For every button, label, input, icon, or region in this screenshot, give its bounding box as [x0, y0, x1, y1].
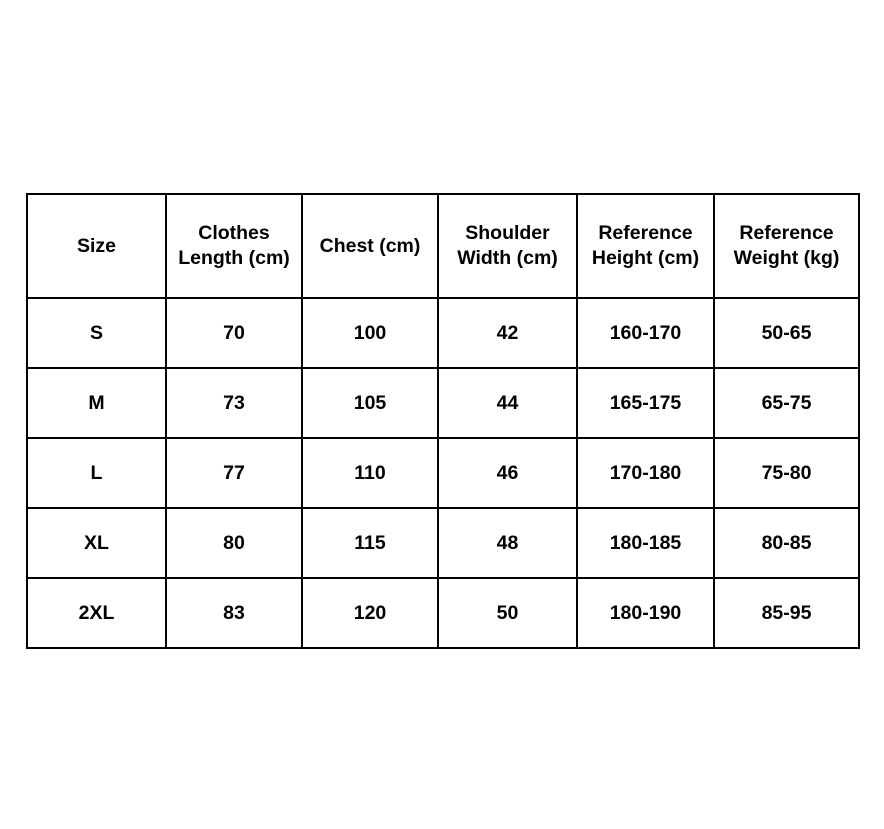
cell-reference-height: 180-185 [577, 508, 714, 578]
cell-shoulder-width: 46 [438, 438, 577, 508]
cell-chest: 105 [302, 368, 438, 438]
cell-reference-height: 160-170 [577, 298, 714, 368]
column-header-size-line-1: Size [76, 234, 117, 257]
cell-reference-weight: 65-75 [714, 368, 859, 438]
table-row [27, 438, 859, 508]
column-header-reference-weight-line-1: Reference [739, 222, 834, 245]
cell-chest: 110 [302, 438, 438, 508]
cell-shoulder-width: 48 [438, 508, 577, 578]
cell-size: M [27, 368, 166, 438]
cell-reference-height: 170-180 [577, 438, 714, 508]
cell-size: L [27, 438, 166, 508]
table-row [27, 298, 859, 368]
cell-clothes-length: 70 [166, 298, 302, 368]
column-header-shoulder-width-line-2: Width (cm) [457, 247, 558, 269]
size-chart-table-wrapper [26, 193, 858, 649]
cell-chest: 100 [302, 298, 438, 368]
cell-size: S [27, 298, 166, 368]
cell-clothes-length: 77 [166, 438, 302, 508]
column-header-reference-weight [714, 194, 859, 298]
column-header-reference-weight-line-2: Weight (kg) [733, 247, 840, 269]
column-header-size [27, 194, 166, 298]
cell-shoulder-width: 50 [438, 578, 577, 648]
cell-clothes-length: 83 [166, 578, 302, 648]
cell-reference-weight: 80-85 [714, 508, 859, 578]
cell-shoulder-width: 42 [438, 298, 577, 368]
column-header-chest [302, 194, 438, 298]
table-header [27, 194, 859, 298]
column-header-shoulder-width [438, 194, 577, 298]
column-header-shoulder-width-line-1: Shoulder [465, 222, 550, 245]
table-row [27, 578, 859, 648]
cell-reference-height: 165-175 [577, 368, 714, 438]
table-row [27, 508, 859, 578]
cell-shoulder-width: 44 [438, 368, 577, 438]
column-header-reference-height-line-1: Reference [598, 222, 693, 245]
column-header-clothes-length-line-2: Length (cm) [178, 247, 290, 269]
cell-clothes-length: 73 [166, 368, 302, 438]
column-header-clothes-length-line-1: Clothes [198, 222, 270, 245]
cell-reference-weight: 50-65 [714, 298, 859, 368]
cell-reference-weight: 75-80 [714, 438, 859, 508]
column-header-reference-height-line-2: Height (cm) [591, 247, 700, 269]
size-chart-table [26, 193, 860, 649]
table-header-row [27, 194, 859, 298]
cell-clothes-length: 80 [166, 508, 302, 578]
column-header-chest-line-1: Chest (cm) [319, 234, 421, 257]
cell-size: 2XL [27, 578, 166, 648]
cell-size: XL [27, 508, 166, 578]
cell-reference-weight: 85-95 [714, 578, 859, 648]
column-header-reference-height [577, 194, 714, 298]
table-body [27, 298, 859, 648]
column-header-clothes-length [166, 194, 302, 298]
table-row [27, 368, 859, 438]
cell-chest: 120 [302, 578, 438, 648]
cell-reference-height: 180-190 [577, 578, 714, 648]
cell-chest: 115 [302, 508, 438, 578]
